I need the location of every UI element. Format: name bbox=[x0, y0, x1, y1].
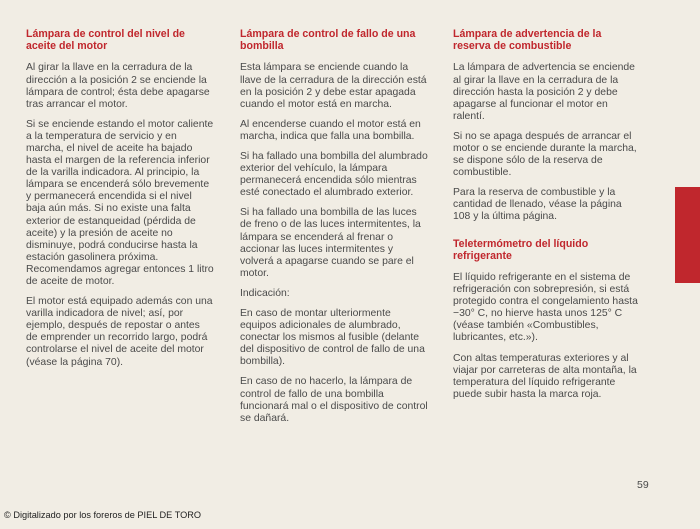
heading-bulb-failure-lamp: Lámpara de control de fallo de una bombilla bbox=[240, 28, 416, 53]
paragraph: Si ha fallado una bombilla de las luces de freno o de las luces intermitentes, la lámpara se encenderá al frenar o accionar las luces intermitentes y volverá a apagarse cuando se pare el motor. bbox=[240, 207, 421, 279]
heading-fuel-reserve-lamp: Lámpara de advertencia de la reserva de combustible bbox=[453, 28, 602, 53]
paragraph: Al girar la llave en la cerradura de la dirección a la posición 2 se enciende la lámpara de control; ésta debe apagarse tras arrancar el motor. bbox=[26, 62, 210, 110]
footer-credit: © Digitalizado por los foreros de PIEL DE TORO bbox=[4, 510, 202, 520]
paragraph: Al encenderse cuando el motor está en marcha, indica que falla una bombilla. bbox=[240, 118, 421, 142]
note-label: Indicación: bbox=[240, 287, 290, 299]
paragraph: Si no se apaga después de arrancar el motor o se enciende durante la marcha, se dispone sólo de la reserva de combustible. bbox=[453, 130, 637, 179]
heading-oil-level-lamp: Lámpara de control del nivel de aceite del motor bbox=[26, 28, 185, 53]
heading-coolant-thermometer: Teletermómetro del líquido refrigerante bbox=[453, 237, 589, 262]
paragraph: En caso de no hacerlo, la lámpara de control de fallo de una bombilla funcionará mal o el dispositivo de control se dañará. bbox=[240, 376, 428, 424]
page-number: 59 bbox=[637, 479, 649, 491]
paragraph: El motor está equipado además con una varilla indicadora de nivel; así, por ejemplo, después de repostar o antes de emprender un recorrido largo, podrá controlarse el nivel de aceite del motor (véase la página 70). bbox=[26, 296, 213, 368]
paragraph: En caso de montar ulteriormente equipos adicionales de alumbrado, conectar los mismos al fusible (delante del dispositivo de control de fallo de una bombilla). bbox=[240, 308, 425, 368]
paragraph: Para la reserva de combustible y la cantidad de llenado, véase la página 108 y la última página. bbox=[453, 187, 622, 223]
column-2 bbox=[240, 28, 428, 433]
paragraph: El líquido refrigerante en el sistema de refrigeración con sobrepresión, si está protegido contra el congelamiento hasta −30° C, no hierve hasta unos 125° C (véase también «Combustibles, lubricantes, etc.»). bbox=[453, 271, 638, 344]
paragraph: Con altas temperaturas exteriores y al viajar por carreteras de alta montaña, la temperatura del líquido refrigerante puede subir hasta la marca roja. bbox=[453, 352, 637, 400]
paragraph: La lámpara de advertencia se enciende al girar la llave en la cerradura de la dirección hasta la posición 2 y debe apagarse al funcionar el motor en ralentí. bbox=[453, 62, 635, 122]
column-3 bbox=[453, 28, 641, 409]
paragraph: Esta lámpara se enciende cuando la llave de la cerradura de la dirección está en la posición 2 y debe estar apagada cuando el motor está en marcha. bbox=[240, 62, 427, 110]
paragraph: Si ha fallado una bombilla del alumbrado exterior del vehículo, la lámpara permanecerá encendida sólo mientras esté conectado el alumbrado exterior. bbox=[240, 150, 428, 199]
column-1 bbox=[26, 28, 214, 377]
section-tab-marker bbox=[675, 187, 700, 283]
paragraph: Si se enciende estando el motor caliente a la temperatura de servicio y en marcha, el nivel de aceite ha bajado hasta el margen de la referencia inferior de la varilla indicadora. Al principio, la lámpara se encenderá sólo brevemente y permanecerá encendida si el nivel baja aún más. Si no existe una falta exterior de estanqueidad (pérdida de aceite) y la presión de aceite no disminuye, podrá conducirse hasta la estación gasolinera próxima. Recomendamos agregar entonces 1 litro de aceite de motor. bbox=[26, 118, 214, 287]
